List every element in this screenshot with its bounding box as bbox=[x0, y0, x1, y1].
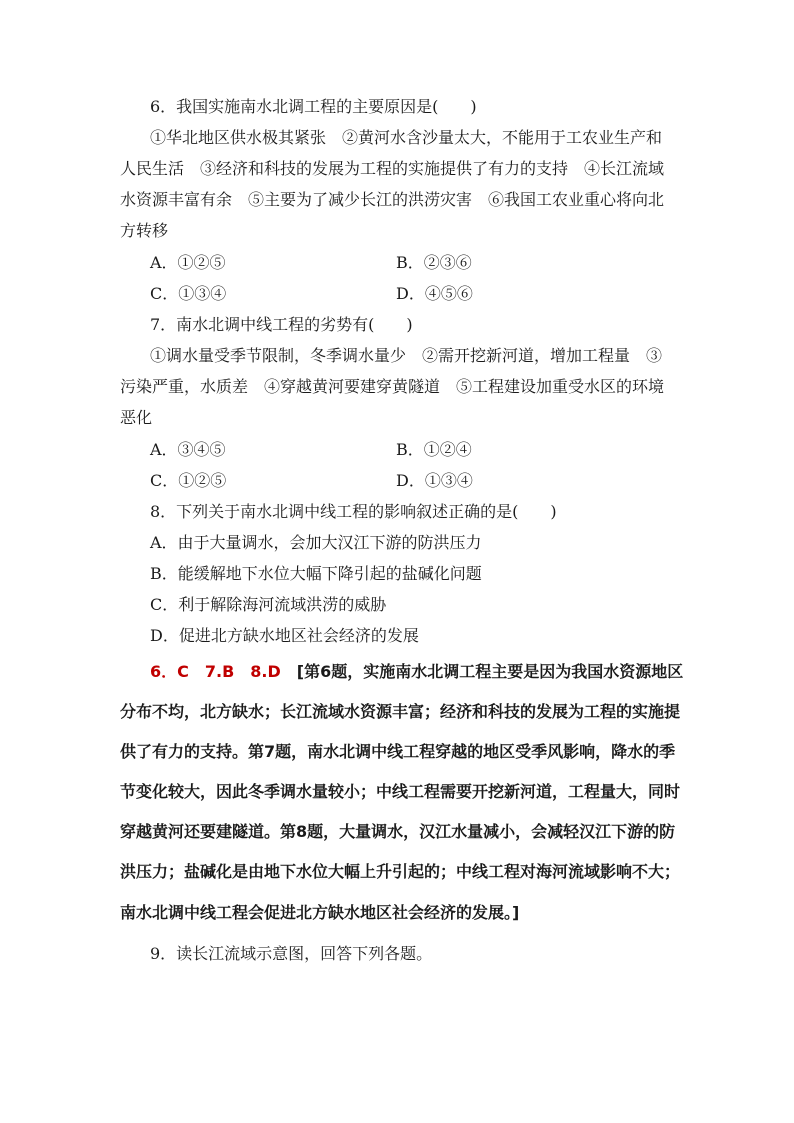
answer-line-2: 分布不均，北方缺水；长江流域水资源丰富；经济和科技的发展为工程的实施提 bbox=[120, 702, 681, 721]
q8-option-c: C．利于解除海河流域洪涝的威胁 bbox=[150, 595, 387, 614]
q7-option-d: D．①③④ bbox=[396, 471, 473, 490]
q7-text-line-2: 污染严重，水质差 ④穿越黄河要建穿黄隧道 ⑤工程建设加重受水区的环境 bbox=[120, 377, 665, 396]
q6-text-line-4: 方转移 bbox=[120, 221, 169, 240]
q7-option-c: C．①②⑤ bbox=[150, 471, 227, 490]
answer-line-4: 节变化较大，因此冬季调水量较小；中线工程需要开挖新河道，工程量大，同时 bbox=[120, 782, 681, 801]
q7-option-b: B．①②④ bbox=[396, 440, 472, 459]
answer-line-6: 洪压力；盐碱化是由地下水位大幅上升引起的；中线工程对海河流域影响不大； bbox=[120, 862, 681, 881]
q7-option-a: A．③④⑤ bbox=[150, 440, 226, 459]
q8-option-d: D．促进北方缺水地区社会经济的发展 bbox=[150, 626, 419, 645]
q6-text-line-1: ①华北地区供水极其紧张 ②黄河水含沙量太大，不能用于工农业生产和 bbox=[150, 128, 663, 147]
q6-stem: 6．我国实施南水北调工程的主要原因是( ) bbox=[150, 97, 477, 116]
q8-option-b: B．能缓解地下水位大幅下降引起的盐碱化问题 bbox=[150, 564, 482, 583]
q9-stem: 9．读长江流域示意图，回答下列各题。 bbox=[150, 944, 433, 963]
q7-stem: 7．南水北调中线工程的劣势有( ) bbox=[150, 315, 413, 334]
answer-line-3: 供了有力的支持。第7题，南水北调中线工程穿越的地区受季风影响，降水的季 bbox=[120, 742, 676, 761]
q6-option-b: B．②③⑥ bbox=[396, 253, 472, 272]
q7-text-line-3: 恶化 bbox=[120, 408, 153, 427]
answer-text-1: [第6题，实施南水北调工程主要是因为我国水资源地区 bbox=[296, 662, 684, 681]
answer-keys: 6．C 7.B 8.D bbox=[150, 662, 281, 681]
q6-text-line-3: 水资源丰富有余 ⑤主要为了减少长江的洪涝灾害 ⑥我国工农业重心将向北 bbox=[120, 190, 665, 209]
q6-option-a: A．①②⑤ bbox=[150, 253, 226, 272]
q8-stem: 8．下列关于南水北调中线工程的影响叙述正确的是( ) bbox=[150, 502, 557, 521]
q7-text-line-1: ①调水量受季节限制，冬季调水量少 ②需开挖新河道，增加工程量 ③ bbox=[150, 346, 663, 365]
q6-option-d: D．④⑤⑥ bbox=[396, 284, 473, 303]
q8-option-a: A．由于大量调水，会加大汉江下游的防洪压力 bbox=[150, 533, 482, 552]
answer-line-7: 南水北调中线工程会促进北方缺水地区社会经济的发展。] bbox=[120, 903, 520, 922]
q6-option-c: C．①③④ bbox=[150, 284, 227, 303]
q6-text-line-2: 人民生活 ③经济和科技的发展为工程的实施提供了有力的支持 ④长江流域 bbox=[120, 159, 665, 178]
answer-line-1 bbox=[150, 662, 683, 682]
answer-line-5: 穿越黄河还要建隧道。第8题，大量调水，汉江水量减小，会减轻汉江下游的防 bbox=[120, 822, 676, 841]
